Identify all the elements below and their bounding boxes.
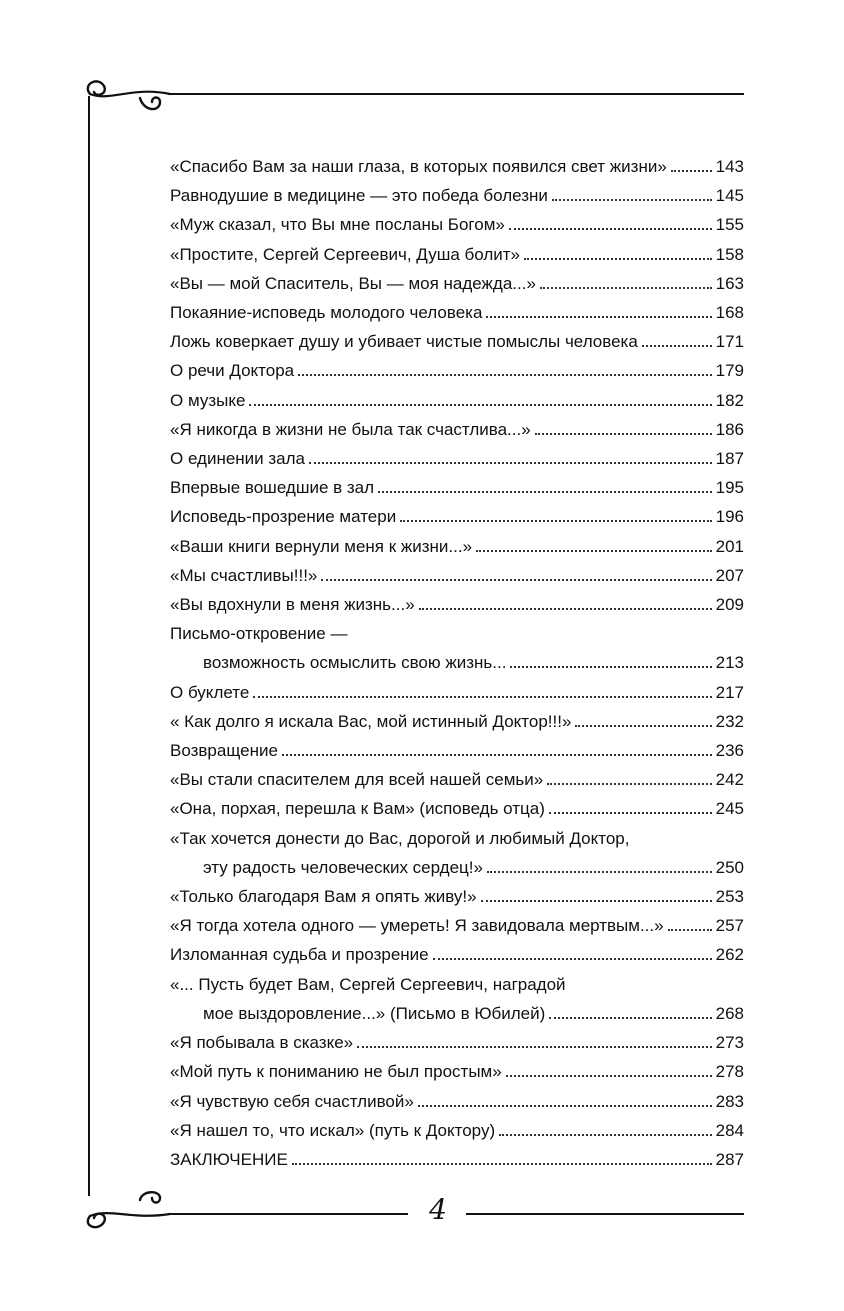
page-number: 4 bbox=[429, 1193, 447, 1226]
top-rule bbox=[168, 93, 744, 95]
toc-entry bbox=[170, 298, 744, 327]
toc-entry bbox=[170, 152, 744, 181]
toc-page-number: 262 bbox=[715, 945, 744, 965]
dot-leader bbox=[486, 307, 711, 318]
toc-entry bbox=[170, 444, 744, 473]
top-flourish-icon bbox=[80, 72, 172, 120]
dot-leader bbox=[547, 774, 711, 785]
toc-entry-line bbox=[170, 736, 744, 765]
toc-entry-line bbox=[170, 678, 744, 707]
toc-entry-title: Изломанная судьба и прозрение bbox=[170, 945, 429, 965]
left-border-rule bbox=[88, 96, 90, 1196]
toc-entry bbox=[170, 415, 744, 444]
toc-page-number: 143 bbox=[715, 157, 744, 176]
toc-entry-line bbox=[170, 853, 744, 882]
toc-entry-line bbox=[170, 415, 744, 444]
dot-leader bbox=[668, 920, 712, 931]
toc-page-number: 217 bbox=[715, 682, 744, 702]
toc-entry-line bbox=[170, 999, 744, 1028]
toc-entry bbox=[170, 619, 744, 677]
toc-page-number: 242 bbox=[715, 770, 744, 790]
toc-page-number: 145 bbox=[715, 186, 744, 206]
toc-entry-title: «Вы — мой Спаситель, Вы — моя надежда...» bbox=[170, 273, 536, 293]
dot-leader bbox=[552, 190, 712, 201]
toc-entry-title: Впервые вошедшие в зал bbox=[170, 478, 375, 498]
toc-entry bbox=[170, 210, 744, 239]
toc-entry-line bbox=[170, 1057, 744, 1086]
toc-entry-line bbox=[170, 1145, 744, 1174]
toc-entry-line bbox=[170, 824, 744, 853]
toc-entry-line bbox=[170, 1116, 744, 1145]
toc-page-number: 253 bbox=[715, 887, 744, 907]
toc-entry-line bbox=[170, 648, 744, 677]
dot-leader bbox=[282, 745, 712, 756]
toc-entry bbox=[170, 678, 744, 707]
toc-page-number: 186 bbox=[715, 419, 744, 439]
toc-entry-line bbox=[170, 970, 744, 999]
toc-entry bbox=[170, 502, 744, 531]
toc-entry bbox=[170, 386, 744, 415]
toc-entry-line bbox=[170, 356, 744, 385]
toc-entry-line bbox=[170, 502, 744, 531]
toc-entry bbox=[170, 1116, 744, 1145]
toc-entry-line bbox=[170, 1087, 744, 1116]
dot-leader bbox=[378, 482, 712, 493]
toc-entry-line bbox=[170, 765, 744, 794]
toc-entry-title: «Ваши книги вернули меня к жизни...» bbox=[170, 536, 473, 556]
toc-entry-line bbox=[170, 298, 744, 327]
toc-page-number: 209 bbox=[715, 595, 744, 615]
toc-page-number: 168 bbox=[715, 303, 744, 323]
dot-leader bbox=[292, 1154, 712, 1165]
toc-page-number: 268 bbox=[715, 1003, 744, 1023]
toc-entry-title: «Я побывала в сказке» bbox=[170, 1033, 354, 1053]
toc-entry-title: «Мой путь к пониманию не был простым» bbox=[170, 1062, 502, 1082]
dot-leader bbox=[506, 1066, 712, 1077]
toc-entry-title: «Спасибо Вам за наши глаза, в которых появился свет жизни» bbox=[170, 157, 667, 176]
toc-entry-line bbox=[170, 532, 744, 561]
toc-entry-title: «Я нашел то, что искал» (путь к Доктору) bbox=[170, 1120, 496, 1140]
dot-leader bbox=[321, 570, 711, 581]
toc-page-number: 196 bbox=[715, 507, 744, 527]
toc-entry-title: «Я никогда в жизни не была так счастлива...» bbox=[170, 419, 531, 439]
toc-entry-line bbox=[170, 444, 744, 473]
toc-entry-line bbox=[170, 210, 744, 239]
toc-page-number: 284 bbox=[715, 1120, 744, 1140]
bottom-flourish-icon bbox=[80, 1186, 172, 1234]
toc-page-number: 155 bbox=[715, 215, 744, 235]
toc-page-number: 232 bbox=[715, 711, 744, 731]
toc-entry-title: «Вы стали спасителем для всей нашей семьи» bbox=[170, 770, 544, 790]
dot-leader bbox=[642, 336, 712, 347]
toc-entry-line bbox=[170, 590, 744, 619]
toc-entry-title: эту радость человеческих сердец!» bbox=[203, 857, 483, 877]
toc-entry-title: «Муж сказал, что Вы мне посланы Богом» bbox=[170, 215, 505, 235]
toc-entry bbox=[170, 765, 744, 794]
toc-page-number: 187 bbox=[715, 449, 744, 469]
toc-page-number: 245 bbox=[715, 799, 744, 819]
toc-entry bbox=[170, 1145, 744, 1174]
toc-entry-title: «Я чувствую себя счастливой» bbox=[170, 1091, 414, 1111]
toc-entry bbox=[170, 181, 744, 210]
toc-entry bbox=[170, 561, 744, 590]
toc-page-number: 163 bbox=[715, 273, 744, 293]
toc-entry-line bbox=[170, 327, 744, 356]
toc-entry-title: «Мы счастливы!!!» bbox=[170, 565, 318, 585]
toc-entry bbox=[170, 824, 744, 882]
dot-leader bbox=[540, 277, 712, 288]
toc-entry-title: «Так хочется донести до Вас, дорогой и любимый Доктор, bbox=[170, 828, 630, 848]
toc-entry bbox=[170, 327, 744, 356]
toc-entry bbox=[170, 911, 744, 940]
dot-leader bbox=[481, 891, 712, 902]
bottom-rule-right bbox=[466, 1213, 744, 1215]
dot-leader bbox=[419, 599, 712, 610]
dot-leader bbox=[357, 1037, 712, 1048]
toc-entry-title: О буклете bbox=[170, 682, 250, 702]
dot-leader bbox=[510, 657, 711, 668]
toc-entry bbox=[170, 970, 744, 1028]
toc-page-number: 213 bbox=[715, 653, 744, 673]
dot-leader bbox=[249, 394, 711, 405]
toc-entry-line bbox=[170, 619, 744, 648]
toc-entry-line bbox=[170, 240, 744, 269]
toc-entry-line bbox=[170, 181, 744, 210]
toc-entry-line bbox=[170, 386, 744, 415]
toc-page-number: 278 bbox=[715, 1062, 744, 1082]
toc-entry-title: «Я тогда хотела одного — умереть! Я завидовала мертвым...» bbox=[170, 916, 664, 936]
toc-entry-title: Исповедь-прозрение матери bbox=[170, 507, 397, 527]
dot-leader bbox=[487, 862, 712, 873]
toc-entry-line bbox=[170, 152, 744, 181]
toc-entry-title: возможность осмыслить свою жизнь... bbox=[203, 653, 507, 673]
toc-page-number: 257 bbox=[715, 916, 744, 936]
toc-entry bbox=[170, 473, 744, 502]
toc-entry-title: мое выздоровление...» (Письмо в Юбилей) bbox=[203, 1003, 546, 1023]
toc-page-number: 283 bbox=[715, 1091, 744, 1111]
toc-page-number: 250 bbox=[715, 857, 744, 877]
dot-leader bbox=[418, 1095, 712, 1106]
toc-entry-title: О речи Доктора bbox=[170, 361, 295, 381]
toc-page-number: 195 bbox=[715, 478, 744, 498]
toc-page-number: 182 bbox=[715, 390, 744, 410]
toc-entry-line bbox=[170, 269, 744, 298]
toc-entry bbox=[170, 1028, 744, 1057]
toc-entry bbox=[170, 940, 744, 969]
toc-entry-title: Равнодушие в медицине — это победа болезни bbox=[170, 186, 548, 206]
dot-leader bbox=[535, 423, 712, 434]
dot-leader bbox=[476, 540, 712, 551]
toc-entry-title: «Простите, Сергей Сергеевич, Душа болит» bbox=[170, 244, 520, 264]
toc-entry-title: «Она, порхая, перешла к Вам» (исповедь отца) bbox=[170, 799, 545, 819]
toc-entry-line bbox=[170, 473, 744, 502]
toc-entry-title: ЗАКЛЮЧЕНИЕ bbox=[170, 1149, 288, 1169]
toc-entry-line bbox=[170, 911, 744, 940]
toc-entry-line bbox=[170, 561, 744, 590]
toc-entry bbox=[170, 590, 744, 619]
toc-entry-title: «... Пусть будет Вам, Сергей Сергеевич, наградой bbox=[170, 974, 566, 994]
toc-entry-line bbox=[170, 794, 744, 823]
toc-entry-title: «Только благодаря Вам я опять живу!» bbox=[170, 887, 477, 907]
toc-page-number: 171 bbox=[715, 332, 744, 352]
toc-page-number: 207 bbox=[715, 565, 744, 585]
toc-page-number: 158 bbox=[715, 244, 744, 264]
toc-entry-title: О единении зала bbox=[170, 449, 306, 469]
toc-entry-title: Возвращение bbox=[170, 741, 278, 761]
bottom-rule-left bbox=[168, 1213, 408, 1215]
dot-leader bbox=[298, 365, 712, 376]
toc-entry-title: «Вы вдохнули в меня жизнь...» bbox=[170, 595, 415, 615]
toc-entry-title: Ложь коверкает душу и убивает чистые помыслы человека bbox=[170, 332, 638, 352]
toc-page-number: 179 bbox=[715, 361, 744, 381]
toc-entry-line bbox=[170, 707, 744, 736]
toc-entry bbox=[170, 269, 744, 298]
dot-leader bbox=[509, 219, 712, 230]
dot-leader bbox=[671, 161, 712, 172]
dot-leader bbox=[309, 453, 712, 464]
toc-entry-title: « Как долго я искала Вас, мой истинный Доктор!!!» bbox=[170, 711, 572, 731]
toc-entry-line bbox=[170, 1028, 744, 1057]
dot-leader bbox=[400, 511, 711, 522]
toc-page-number: 201 bbox=[715, 536, 744, 556]
dot-leader bbox=[549, 803, 712, 814]
toc-entry-title: О музыке bbox=[170, 390, 246, 410]
dot-leader bbox=[524, 248, 712, 259]
toc-entry-title: Покаяние-исповедь молодого человека bbox=[170, 303, 483, 323]
toc-page-number: 273 bbox=[715, 1033, 744, 1053]
toc-entry bbox=[170, 356, 744, 385]
toc-page-number: 287 bbox=[715, 1149, 744, 1169]
toc-entry bbox=[170, 532, 744, 561]
toc-entry-line bbox=[170, 882, 744, 911]
toc-entry bbox=[170, 707, 744, 736]
dot-leader bbox=[499, 1124, 712, 1135]
toc-entry-title: Письмо-откровение — bbox=[170, 624, 348, 644]
table-of-contents bbox=[170, 152, 744, 1174]
toc-entry bbox=[170, 1087, 744, 1116]
dot-leader bbox=[253, 686, 711, 697]
toc-entry bbox=[170, 240, 744, 269]
toc-entry bbox=[170, 1057, 744, 1086]
dot-leader bbox=[575, 716, 711, 727]
toc-entry bbox=[170, 794, 744, 823]
toc-entry-line bbox=[170, 940, 744, 969]
toc-page-number: 236 bbox=[715, 741, 744, 761]
dot-leader bbox=[549, 1008, 711, 1019]
toc-entry bbox=[170, 736, 744, 765]
toc-entry bbox=[170, 882, 744, 911]
dot-leader bbox=[433, 949, 712, 960]
